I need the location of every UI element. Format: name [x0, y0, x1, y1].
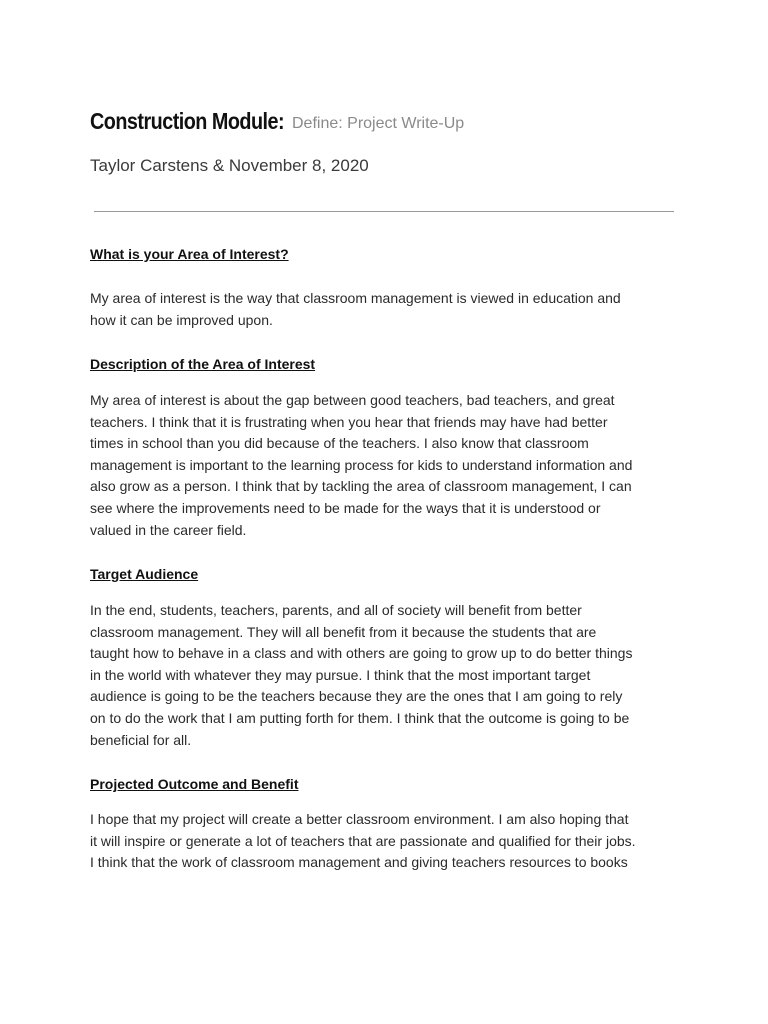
section-body-area-of-interest	[90, 288, 690, 331]
paragraph-line: taught how to behave in a class and with others are going to grow up to do better things	[90, 645, 633, 662]
section-heading-projected-outcome: Projected Outcome and Benefit	[90, 776, 299, 792]
paragraph-line: audience is going to be the teachers because they are the ones that I am going to rely	[90, 688, 623, 705]
paragraph-line: it will inspire or generate a lot of teachers that are passionate and qualified for their jobs.	[90, 832, 636, 849]
paragraph-line: valued in the career field.	[90, 521, 247, 538]
paragraph-line: beneficial for all.	[90, 731, 192, 748]
section-heading-description: Description of the Area of Interest	[90, 356, 316, 372]
paragraph-line: times in school than you did because of the teachers. I also know that classroom	[90, 435, 589, 452]
section-body-projected-outcome	[90, 809, 690, 874]
title-main: Construction Module:	[90, 108, 285, 134]
paragraph-line: in the world with whatever they may pursue. I think that the most important target	[90, 666, 591, 683]
document-title	[90, 108, 465, 135]
section-body-description	[90, 390, 690, 541]
horizontal-divider	[94, 211, 674, 212]
paragraph-line: also grow as a person. I think that by tackling the area of classroom management, I can	[90, 478, 632, 495]
section-heading-area-of-interest: What is your Area of Interest?	[90, 246, 289, 262]
paragraph-line: I hope that my project will create a better classroom environment. I am also hoping that	[90, 811, 629, 827]
paragraph-line: I think that the work of classroom management and giving teachers resources to books	[90, 854, 628, 871]
paragraph-line: My area of interest is the way that classroom management is viewed in education and	[90, 290, 621, 306]
paragraph-line: management is important to the learning process for kids to understand information and	[90, 456, 633, 473]
paragraph-line: My area of interest is about the gap between good teachers, bad teachers, and great	[90, 392, 615, 408]
paragraph-line: how it can be improved upon.	[90, 311, 273, 328]
author-date-line: Taylor Carstens & November 8, 2020	[90, 156, 369, 175]
section-heading-target-audience: Target Audience	[90, 566, 199, 582]
paragraph-line: classroom management. They will all benefit from it because the students that are	[90, 623, 597, 640]
paragraph-line: teachers. I think that it is frustrating when you hear that friends may have had better	[90, 413, 608, 430]
paragraph-line: see where the improvements need to be made for the ways that it is understood or	[90, 499, 601, 516]
paragraph-line: In the end, students, teachers, parents, and all of society will benefit from better	[90, 602, 582, 618]
paragraph-line: on to do the work that I am putting forth for them. I think that the outcome is going to be	[90, 709, 630, 726]
title-subtitle: Define: Project Write-Up	[292, 115, 465, 132]
section-body-target-audience	[90, 600, 690, 751]
